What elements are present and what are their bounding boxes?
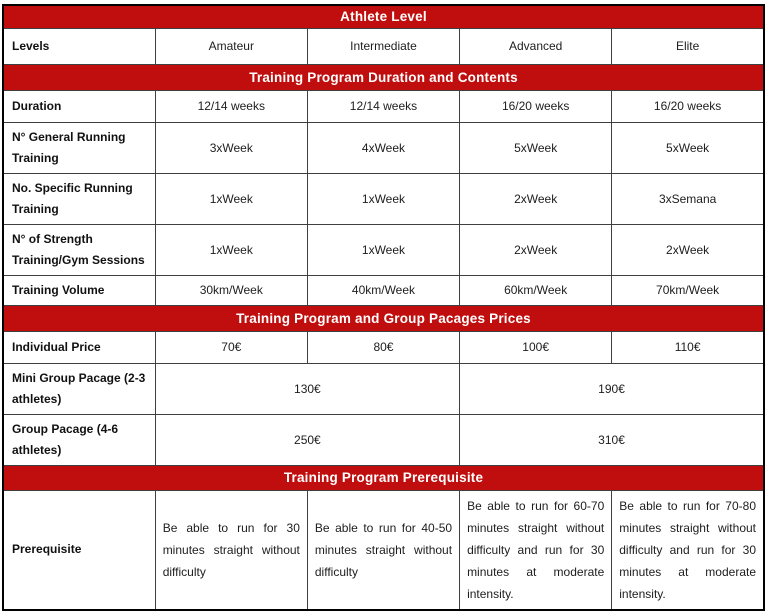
cell-value: 40km/Week [307,275,459,305]
row-label: Training Volume [3,275,155,305]
section-row [3,465,764,490]
section-header: Training Program Prerequisite [3,465,764,490]
cell-value: 12/14 weeks [155,90,307,122]
table-row [3,490,764,610]
cell-value: 3xWeek [155,122,307,173]
section-header: Training Program and Group Pacages Prices [3,305,764,331]
table-row [3,90,764,122]
row-label: No. Specific Running Training [3,173,155,224]
table-row [3,28,764,64]
cell-value: 30km/Week [155,275,307,305]
cell-value: 60km/Week [460,275,612,305]
row-label: Prerequisite [3,490,155,610]
table-row [3,224,764,275]
table-row [3,414,764,465]
cell-value: 4xWeek [307,122,459,173]
cell-value: 80€ [307,331,459,363]
table-row [3,331,764,363]
row-label: N° of Strength Training/Gym Sessions [3,224,155,275]
cell-value: 1xWeek [155,224,307,275]
cell-value: Advanced [460,28,612,64]
cell-value: Be able to run for 60-70 minutes straight without difficulty and run for 30 minutes at moderate intensity. [460,490,612,610]
cell-value: Amateur [155,28,307,64]
row-label: Individual Price [3,331,155,363]
cell-value: 250€ [155,414,459,465]
table-row [3,275,764,305]
cell-value: Be able to run for 40-50 minutes straight without difficulty [307,490,459,610]
section-row [3,305,764,331]
cell-value: 310€ [460,414,764,465]
cell-value: 2xWeek [460,173,612,224]
row-label: Levels [3,28,155,64]
row-label: Mini Group Pacage (2-3 athletes) [3,363,155,414]
cell-value: 16/20 weeks [612,90,764,122]
row-label: Duration [3,90,155,122]
cell-value: 1xWeek [155,173,307,224]
cell-value: 130€ [155,363,459,414]
cell-value: Be able to run for 30 minutes straight without difficulty [155,490,307,610]
cell-value: 110€ [612,331,764,363]
section-header: Athlete Level [3,5,764,28]
training-program-table [2,4,765,611]
cell-value: 5xWeek [612,122,764,173]
cell-value: Be able to run for 70-80 minutes straight without difficulty and run for 30 minutes at moderate intensity. [612,490,764,610]
cell-value: 16/20 weeks [460,90,612,122]
cell-value: 5xWeek [460,122,612,173]
cell-value: Elite [612,28,764,64]
table-row [3,122,764,173]
section-header: Training Program Duration and Contents [3,64,764,90]
cell-value: 190€ [460,363,764,414]
cell-value: 1xWeek [307,173,459,224]
cell-value: 70km/Week [612,275,764,305]
cell-value: 100€ [460,331,612,363]
cell-value: 3xSemana [612,173,764,224]
row-label: N° General Running Training [3,122,155,173]
table-row [3,173,764,224]
cell-value: Intermediate [307,28,459,64]
row-label: Group Pacage (4-6 athletes) [3,414,155,465]
cell-value: 70€ [155,331,307,363]
section-row [3,64,764,90]
cell-value: 2xWeek [460,224,612,275]
section-row [3,5,764,28]
cell-value: 1xWeek [307,224,459,275]
table-row [3,363,764,414]
cell-value: 12/14 weeks [307,90,459,122]
cell-value: 2xWeek [612,224,764,275]
